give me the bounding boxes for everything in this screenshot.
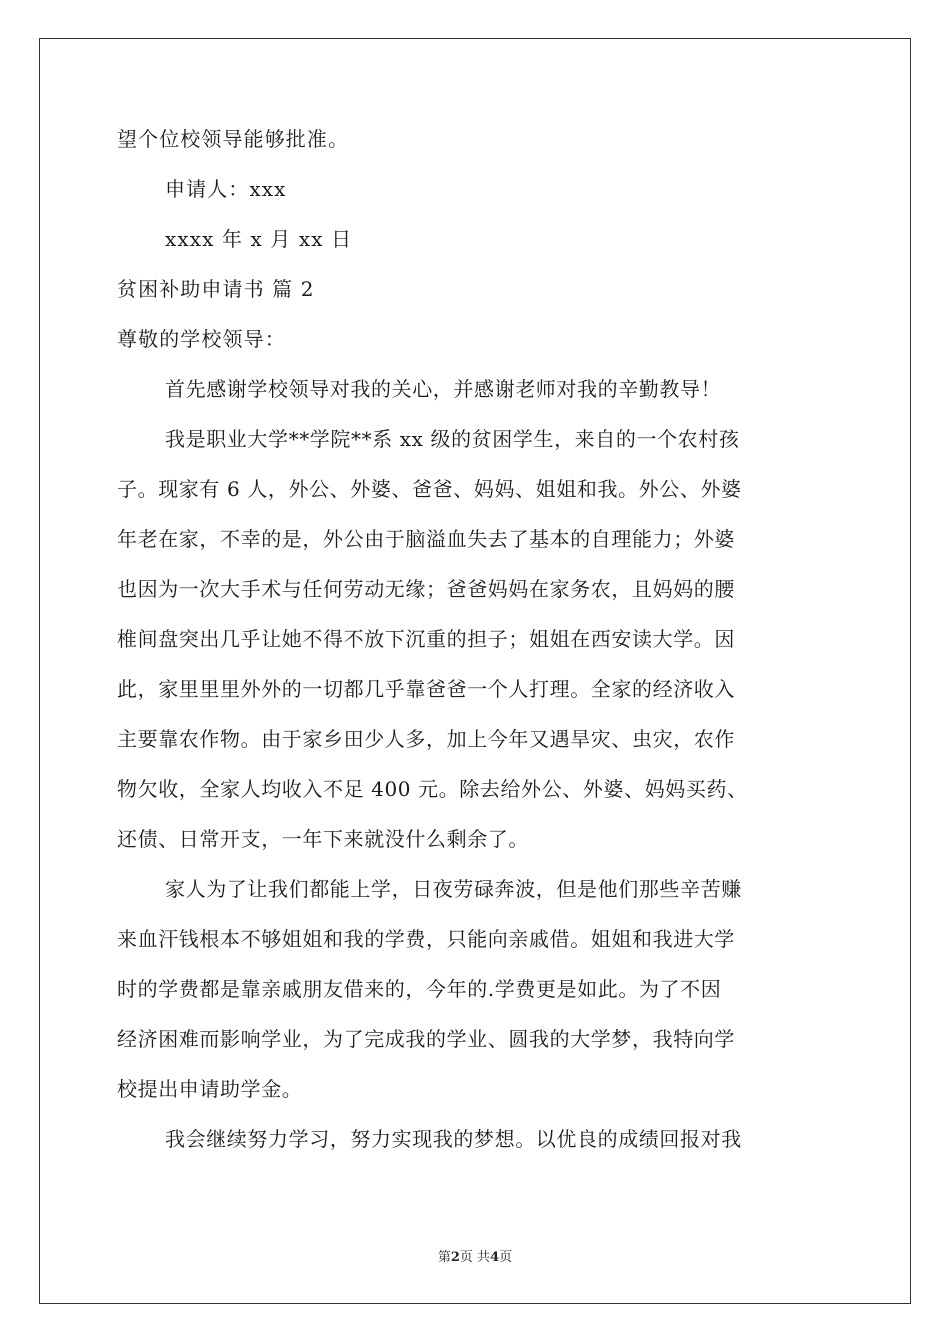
date-line: xxxx 年 x 月 xx 日 xyxy=(165,227,353,251)
paragraph-line: 我是职业大学**学院**系 xx 级的贫困学生，来自的一个农村孩 xyxy=(165,427,740,451)
paragraph-line: 首先感谢学校领导对我的关心，并感谢老师对我的辛勤教导！ xyxy=(165,377,722,401)
salutation: 尊敬的学校领导： xyxy=(117,327,286,351)
paragraph-line: 也因为一次大手术与任何劳动无缘；爸爸妈妈在家务农，且妈妈的腰 xyxy=(117,577,735,601)
paragraph-line: 椎间盘突出几乎让她不得不放下沉重的担子；姐姐在西安读大学。因 xyxy=(117,627,735,651)
text-line: 望个位校领导能够批准。 xyxy=(117,127,350,151)
page-footer xyxy=(0,1246,950,1265)
applicant-line: 申请人：xxx xyxy=(165,177,287,201)
current-page-number: 2 xyxy=(450,1250,460,1265)
paragraph-line: 经济困难而影响学业，为了完成我的学业、圆我的大学梦，我特向学 xyxy=(117,1027,735,1051)
paragraph-line: 来血汗钱根本不够姐姐和我的学费，只能向亲戚借。姐姐和我进大学 xyxy=(117,927,735,951)
paragraph-line: 校提出申请助学金。 xyxy=(117,1077,303,1101)
paragraph-family xyxy=(117,426,837,876)
paragraph-promise xyxy=(117,1126,837,1176)
paragraph-tuition xyxy=(117,876,837,1126)
paragraph-thanks xyxy=(117,376,837,426)
paragraph-line: 还债、日常开支，一年下来就没什么剩余了。 xyxy=(117,827,529,851)
section-heading: 贫困补助申请书 篇 2 xyxy=(117,277,315,301)
paragraph-line: 我会继续努力学习，努力实现我的梦想。以优良的成绩回报对我 xyxy=(165,1127,742,1151)
page-suffix: 页 xyxy=(499,1250,513,1265)
page-mid: 页 共 xyxy=(459,1250,491,1265)
page-prefix: 第 xyxy=(437,1250,451,1265)
paragraph-line: 此，家里里里外外的一切都几乎靠爸爸一个人打理。全家的经济收入 xyxy=(117,677,735,701)
paragraph-line: 家人为了让我们都能上学，日夜劳碌奔波，但是他们那些辛苦赚 xyxy=(165,877,742,901)
paragraph-line: 时的学费都是靠亲戚朋友借来的，今年的.学费更是如此。为了不因 xyxy=(117,977,722,1001)
paragraph-line: 物欠收，全家人均收入不足 400 元。除去给外公、外婆、妈妈买药、 xyxy=(117,777,748,801)
paragraph-line: 主要靠农作物。由于家乡田少人多，加上今年又遇旱灾、虫灾，农作 xyxy=(117,727,735,751)
document-body xyxy=(117,126,837,1176)
paragraph-line: 子。现家有 6 人，外公、外婆、爸爸、妈妈、姐姐和我。外公、外婆 xyxy=(117,477,742,501)
paragraph-line: 年老在家，不幸的是，外公由于脑溢血失去了基本的自理能力；外婆 xyxy=(117,527,735,551)
total-page-number: 4 xyxy=(490,1250,500,1265)
